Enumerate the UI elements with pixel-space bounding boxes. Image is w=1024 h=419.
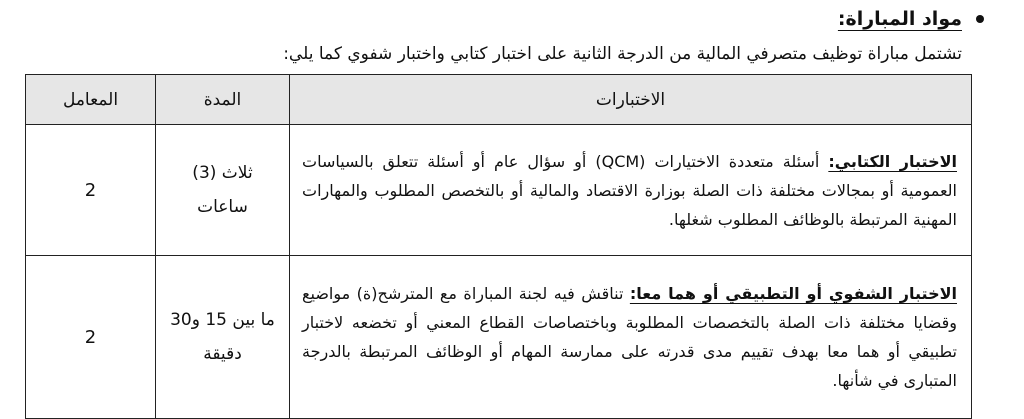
duration-unit: ساعات (197, 197, 248, 217)
tests-table (25, 74, 972, 419)
bullet-icon (976, 15, 984, 23)
header-tests: الاختبارات (290, 75, 972, 125)
test-coefficient: 2 (26, 125, 156, 256)
intro-paragraph: تشتمل مباراة توظيف متصرفي المالية من الدرجة الثانية على اختبار كتابي واختبار شفوي كما يلي: (283, 44, 962, 64)
test-name: الاختبار الشفوي أو التطبيقي أو هما معا: (629, 284, 957, 303)
test-description (290, 256, 972, 419)
test-coefficient: 2 (26, 256, 156, 419)
table-row (26, 256, 972, 419)
section-heading (838, 4, 984, 34)
table-header-row (26, 75, 972, 125)
duration-value: ثلاث (3) (192, 163, 253, 183)
duration-value: ما بين 15 و30 (170, 310, 275, 330)
test-duration (156, 256, 290, 419)
test-duration (156, 125, 290, 256)
test-name: الاختبار الكتابي: (828, 151, 957, 171)
table-row (26, 125, 972, 256)
test-details: تناقش فيه لجنة المباراة مع المترشح(ة) مواضيع وقضايا مختلفة ذات الصلة بالتخصصات المطلوبة وباختصاصات القطاع المعني أو تخضعه لاختبار تطبيقي أو هما معا بهدف تقييم مدى قدرته على ممارسة المهام أو الوظائف المرتبطة بالدرجة المتبارى في شأنها. (302, 284, 957, 390)
test-details: أسئلة متعددة الاختيارات (QCM) أو سؤال عام أو أسئلة تتعلق بالسياسات العمومية أو بمجالات مختلفة ذات الصلة بوزارة الاقتصاد والمالية أو بالتخصص المطلوب والمهارات المهنية المرتبطة بالوظائف المطلوب شغلها. (302, 151, 957, 229)
test-description (290, 125, 972, 256)
duration-unit: دقيقة (203, 344, 242, 364)
header-coefficient: المعامل (26, 75, 156, 125)
header-duration: المدة (156, 75, 290, 125)
section-title: مواد المباراة: (837, 8, 962, 30)
